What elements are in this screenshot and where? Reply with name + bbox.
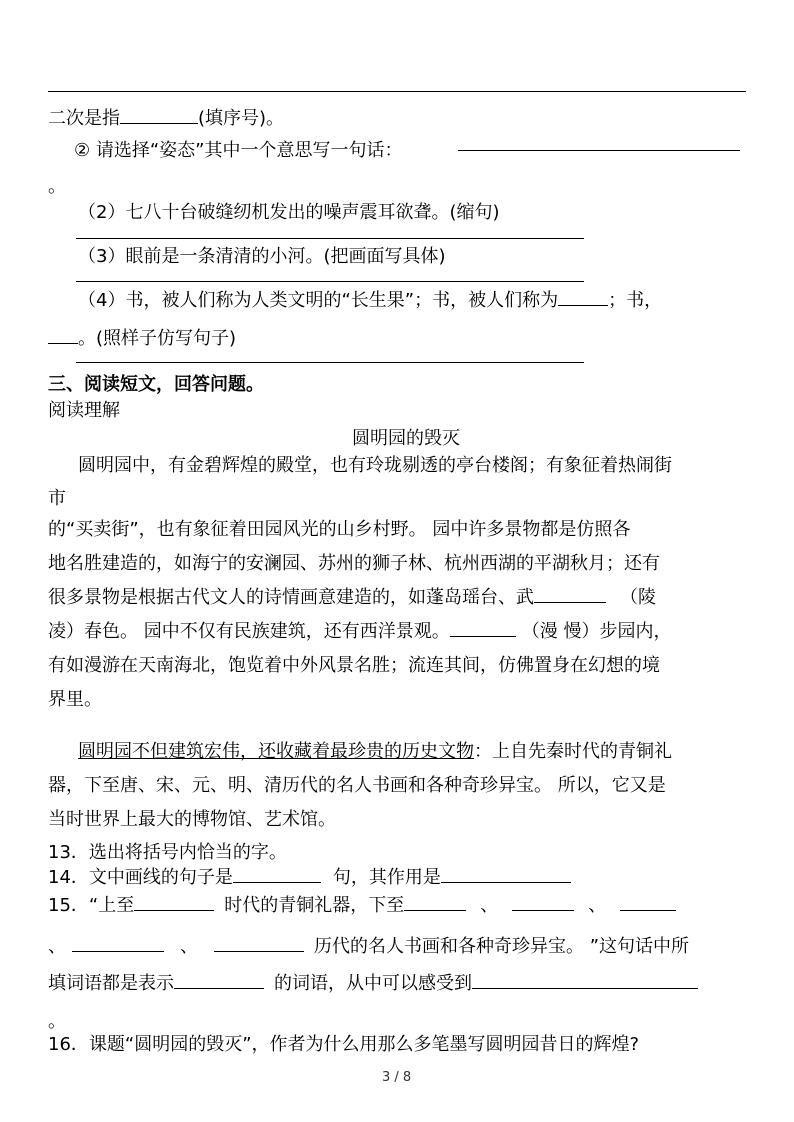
separator: 、: [180, 936, 198, 957]
passage-line: [48, 549, 660, 575]
question-15-text: 填词语都是表示: [48, 973, 174, 994]
question-2-text: （2）七八十台破缝纫机发出的噪声震耳欲聋。(缩句): [78, 202, 500, 223]
answer-blank[interactable]: [134, 892, 214, 911]
passage-text: 地名胜建造的，如海宁的安澜园、苏州的狮子林、杭州西湖的平湖秋月；还有: [48, 553, 660, 574]
question-13: [48, 838, 287, 864]
passage-line: [48, 583, 656, 609]
question-15-text: 15．“上至: [48, 895, 135, 916]
line-2-text: ② 请选择“姿态”其中一个意思写一句话：: [74, 140, 403, 161]
passage-line: [48, 484, 66, 510]
answer-blank[interactable]: [214, 933, 304, 952]
passage-text: 市: [48, 488, 66, 509]
passage-text: 圆明园中，有金碧辉煌的殿堂，也有玲珑剔透的亭台楼阁；有象征着热闹街: [78, 455, 672, 476]
answer-line[interactable]: [76, 362, 584, 363]
reading-label-text: 阅读理解: [48, 400, 120, 421]
question-13-text: 13．选出将括号内恰当的字。: [48, 842, 287, 863]
answer-blank[interactable]: [441, 864, 571, 883]
passage-text: （漫 慢）步园内，: [521, 621, 672, 642]
line-1: [48, 104, 284, 130]
question-15-cont: [48, 932, 689, 958]
answer-blank[interactable]: [48, 325, 78, 344]
passage-text: ：上自先秦时代的青铜礼: [474, 741, 672, 762]
passage-text: 当时世界上最大的博物馆、艺术馆。: [48, 809, 336, 830]
passage-text: 的“买卖街”，也有象征着田园风光的山乡村野。 园中许多景物都是仿照各: [48, 519, 631, 540]
passage-line: [78, 451, 672, 477]
passage-text: 界里。: [48, 689, 102, 710]
question-15-text: 的词语，从中可以感受到: [274, 973, 472, 994]
passage-line: [48, 617, 671, 643]
question-4: [78, 286, 662, 312]
question-14: [48, 863, 571, 889]
question-15-text: 。: [48, 1011, 66, 1032]
question-15: [48, 891, 676, 917]
answer-blank[interactable]: [512, 892, 574, 911]
answer-blank[interactable]: [472, 970, 698, 989]
answer-line[interactable]: [76, 238, 584, 239]
passage-text: 很多景物是根据古代文人的诗情画意建造的，如蓬岛瑶台、武: [48, 587, 534, 608]
answer-blank[interactable]: [534, 584, 606, 603]
question-3-text: （3）眼前是一条清清的小河。(把画面写具体): [78, 246, 446, 267]
top-rule: [48, 91, 746, 92]
underlined-sentence: 圆明园不但建筑宏伟，还收藏着最珍贵的历史文物: [78, 741, 474, 762]
answer-line[interactable]: [76, 281, 584, 282]
page-number: [382, 1070, 411, 1085]
question-16-text: 16．课题“圆明园的毁灭”，作者为什么用那么多笔墨写圆明园昔日的辉煌?: [48, 1034, 640, 1055]
passage-line: [78, 737, 672, 763]
separator: 、: [48, 936, 66, 957]
question-14-text: 句，其作用是: [332, 867, 441, 888]
passage-text: 有如漫游在天南海北，饱览着中外风景名胜；流连其间，仿佛置身在幻想的境: [48, 655, 660, 676]
question-15-cont2: [48, 969, 698, 995]
question-14-text: 14．文中画线的句子是: [48, 867, 233, 888]
separator: 、: [480, 895, 499, 916]
question-15-text: 时代的青铜礼器，下至: [224, 895, 405, 916]
question-15-text: 历代的名人书画和各种奇珍异宝。 ”这句话中所: [314, 936, 690, 957]
passage-line: [48, 651, 660, 677]
question-3: [78, 242, 446, 268]
line-1-suffix: (填序号)。: [198, 108, 285, 129]
passage-line: [48, 805, 336, 831]
line-1-text: 二次是指: [48, 108, 120, 129]
question-16: [48, 1030, 639, 1056]
question-4-cont: [48, 324, 236, 350]
passage-line: [48, 515, 630, 541]
answer-blank[interactable]: [120, 105, 198, 124]
page-number-text: 3 / 8: [382, 1070, 412, 1085]
passage-title-text: 圆明园的毁灭: [352, 428, 460, 449]
passage-line: [48, 685, 102, 711]
answer-blank[interactable]: [620, 892, 676, 911]
answer-blank[interactable]: [72, 933, 164, 952]
answer-blank[interactable]: [404, 892, 466, 911]
answer-blank[interactable]: [233, 864, 321, 883]
passage-title: [352, 424, 460, 450]
question-4-mid: ；书，: [608, 290, 663, 311]
passage-text: 器，下至唐、宋、元、明、清历代的名人书画和各种奇珍异宝。 所以，它又是: [48, 775, 666, 796]
question-4-end: 。(照样子仿写句子): [78, 328, 237, 349]
section-heading: [48, 370, 264, 396]
answer-blank[interactable]: [174, 970, 264, 989]
line-2: [74, 136, 403, 162]
passage-text: 凌）春色。 园中不仅有民族建筑，还有西洋景观。: [48, 621, 450, 642]
answer-blank[interactable]: [558, 287, 608, 306]
passage-line: [48, 771, 666, 797]
answer-line[interactable]: [458, 150, 740, 151]
question-4-text: （4）书，被人们称为人类文明的“长生果”；书，被人们称为: [78, 290, 559, 311]
passage-text: （陵: [620, 587, 656, 608]
line-3: [48, 172, 66, 198]
reading-label: [48, 396, 120, 422]
section-heading-text: 三、阅读短文，回答问题。: [48, 374, 264, 395]
answer-blank[interactable]: [450, 618, 516, 637]
question-2: [78, 198, 500, 224]
line-3-text: 。: [48, 176, 66, 197]
separator: 、: [588, 895, 607, 916]
